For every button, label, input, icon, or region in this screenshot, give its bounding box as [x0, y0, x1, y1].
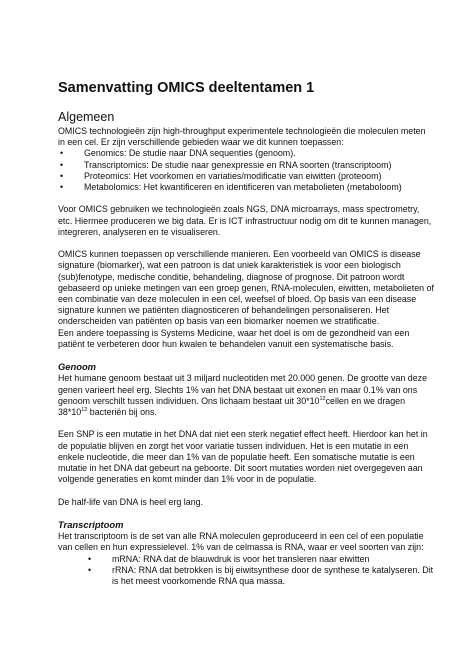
- paragraph-disease-signature: OMICS kunnen toepassen op verschillende manieren. Een voorbeeld van OMICS is disease signature (biomarker), wat een patroon is dat uniek karakteristiek is voor een biologisch (sub)fenotype, medische conditie, behandeling, diagnose of prognose. Dit patroon wordt gebaseerd op unieke metingen van een groep genen, RNA-moleculen, eiwitten, metabolieten of een combinatie van deze moleculen in een cel, weefsel of bloed. Op basis van een disease signature kunnen we patiënten diagnosticeren of behandelingen personaliseren. Het onderscheiden van patiënten op basis van een biomarker noemen we stratificatie.: [58, 249, 434, 327]
- bullet-icon: •: [88, 553, 92, 564]
- paragraph-transcriptoom: Het transcriptoom is de set van alle RNA moleculen geproduceerd in een cel of een populatie van cellen en hun expressielevel. 1% van de celmassa is RNA, waar er veel soorten van zijn:: [58, 531, 424, 553]
- paragraph-genoom: Het humane genoom bestaat uit 3 miljard nucleotiden met 20.000 genen. De grootte van deze genen varieert heel erg. Slechts 1% van het DNA bestaat uit exonen en maar 0.1% van ons genoom verschilt tussen individuen. Ons lichaam bestaat uit $30*10^{12}cellen$ en we dragen $38*10^{12}$ bacteriën bij ons.: [58, 373, 428, 418]
- paragraph-snp: Een SNP is een mutatie in het DNA dat niet een sterk negatief effect heeft. Hierdoor kan het in de populatie blijven en zorgt het voor variatie tussen individuen. Het is een mutatie in een enkele nucleotide, die meer dan 1% van de populatie heeft. Een somatische mutatie is een mutatie in het DNA dat gebeurt na geboorte. Dit soort mutaties worden niet overgegeven aan volgende generaties en komt minder dan 1% voor in de populatie.: [58, 429, 428, 485]
- paragraph-technologies: Voor OMICS gebruiken we technologieën zoals NGS, DNA microarrays, mass spectrometry, etc. Hiermee produceren we big data. Er is ICT infrastructuur nodig om dit te kunnen managen, integreren, analyseren en te visualiseren.: [58, 204, 432, 237]
- bullet-icon: •: [60, 148, 64, 159]
- rna-list: [58, 554, 434, 588]
- paragraph-algemeen-intro: OMICS technologieën zijn high-throughput experimentele technologieën die moleculen meten in een cel. Er zijn verschillende gebieden waar we dit kunnen toepassen:: [58, 126, 426, 148]
- list-item: • Proteomics: Het voorkomen en variaties/modificatie van eiwitten (proteoom): [60, 170, 382, 181]
- list-item: • Transcriptomics: De studie naar genexpressie en RNA soorten (transcriptoom): [60, 159, 392, 170]
- paragraph-half-life: De half-life van DNA is heel erg lang.: [58, 496, 204, 507]
- list-item: • mRNA: RNA dat de blauwdruk is voor het transleren naar eiwitten: [88, 553, 370, 564]
- section-heading-transcriptoom: Transcriptoom: [58, 519, 124, 531]
- list-item: • rRNA: RNA dat betrokken is bij eiwitsynthese door de synthese te katalyseren. Dit is het meest voorkomende RNA qua massa.: [88, 564, 434, 587]
- list-item: • Metabolomics: Het kwantificeren en identificeren van metabolieten (metaboloom): [60, 182, 402, 193]
- bullet-icon: •: [88, 564, 92, 575]
- bullet-icon: •: [60, 170, 64, 181]
- bullet-icon: •: [60, 182, 64, 193]
- bullet-icon: •: [60, 159, 64, 170]
- list-item: • Genomics: De studie naar DNA sequenties (genoom).: [60, 148, 296, 159]
- paragraph-systems-medicine: Een andere toepassing is Systems Medicine, waar het doel is om de gezondheid van een patiënt te verbeteren door hun kwalen te behandelen vanuit een systematische basis.: [58, 327, 410, 349]
- section-heading-genoom: Genoom: [58, 361, 97, 373]
- document-title: Samenvatting OMICS deeltentamen 1: [58, 80, 315, 96]
- omics-list: [58, 148, 434, 193]
- section-heading-algemeen: Algemeen: [58, 110, 115, 124]
